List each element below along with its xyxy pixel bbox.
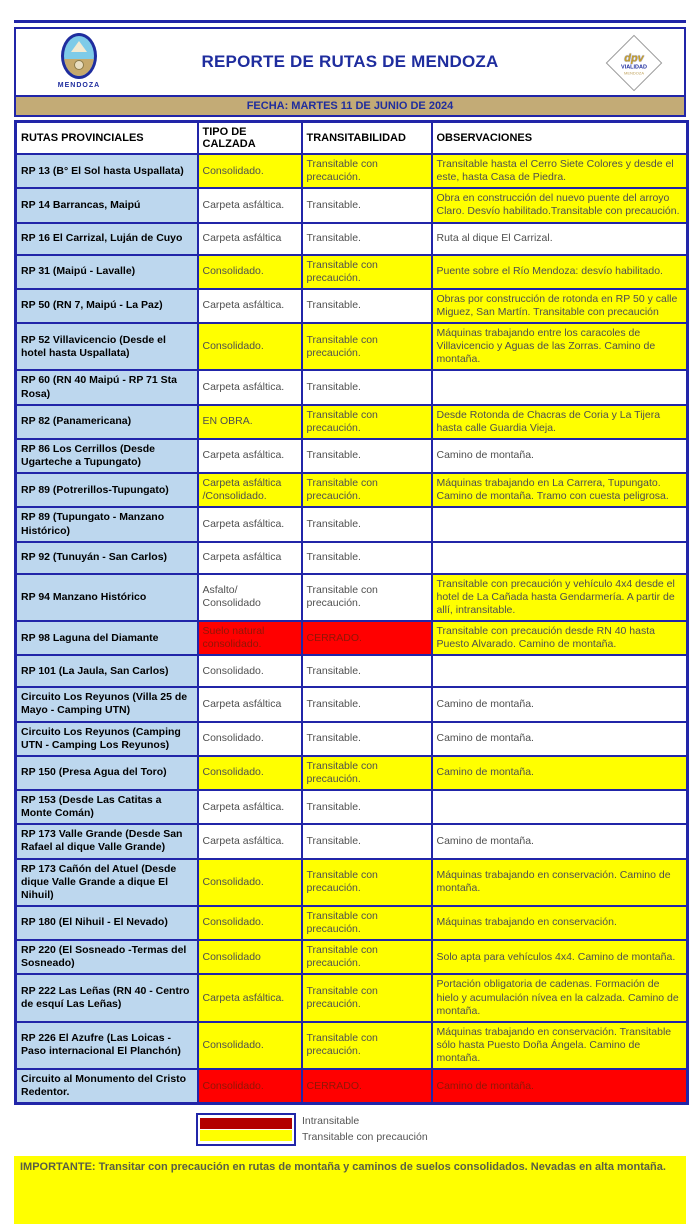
route-cell: RP 173 Cañón del Atuel (Desde dique Valle Grande a dique El Nihuil): [16, 859, 198, 906]
status-cell: Transitable con precaución.: [302, 323, 432, 370]
surface-cell: Consolidado.: [198, 1022, 302, 1069]
route-cell: Circuito Los Reyunos (Camping UTN - Camping Los Reyunos): [16, 722, 198, 756]
observations-cell: Camino de montaña.: [432, 687, 688, 721]
status-cell: Transitable con precaución.: [302, 405, 432, 439]
route-cell: RP 180 (El Nihuil - El Nevado): [16, 906, 198, 940]
table-row: [16, 323, 688, 370]
route-cell: RP 82 (Panamericana): [16, 405, 198, 439]
legend-swatch-box: [196, 1113, 296, 1146]
surface-cell: Suelo natural consolidado.: [198, 621, 302, 655]
observations-cell: Camino de montaña.: [432, 722, 688, 756]
observations-cell: Máquinas trabajando en conservación. Camino de montaña.: [432, 859, 688, 906]
table-row: [16, 906, 688, 940]
status-cell: Transitable con precaución.: [302, 974, 432, 1021]
surface-cell: Carpeta asfáltica /Consolidado.: [198, 473, 302, 507]
status-cell: Transitable.: [302, 439, 432, 473]
status-cell: Transitable con precaución.: [302, 940, 432, 974]
observations-cell: [432, 542, 688, 574]
route-cell: RP 31 (Maipú - Lavalle): [16, 255, 198, 289]
observations-cell: Camino de montaña.: [432, 439, 688, 473]
vialidad-logo: [606, 39, 662, 89]
surface-cell: Consolidado.: [198, 255, 302, 289]
table-row: [16, 722, 688, 756]
observations-cell: Obras por construcción de rotonda en RP 50 y calle Miguez, San Martín. Transitable con precaución: [432, 289, 688, 323]
status-cell: Transitable.: [302, 687, 432, 721]
surface-cell: Consolidado: [198, 940, 302, 974]
mendoza-logo-caption: MENDOZA: [57, 82, 101, 89]
observations-cell: Solo apta para vehículos 4x4. Camino de montaña.: [432, 940, 688, 974]
status-cell: Transitable con precaución.: [302, 255, 432, 289]
vialidad-label: VIALIDAD: [621, 63, 647, 70]
surface-cell: Carpeta asfáltica.: [198, 370, 302, 404]
mendoza-shield-icon: [61, 33, 97, 79]
table-row: [16, 574, 688, 621]
observations-cell: Máquinas trabajando entre los caracoles de Villavicencio y Aguas de las Zorras. Camino de montaña.: [432, 323, 688, 370]
route-cell: RP 50 (RN 7, Maipú - La Paz): [16, 289, 198, 323]
table-row: [16, 542, 688, 574]
status-cell: Transitable.: [302, 507, 432, 541]
legend-labels: [302, 1113, 428, 1146]
observations-cell: Transitable hasta el Cerro Siete Colores y desde el este, hasta Casa de Piedra.: [432, 154, 688, 188]
status-cell: Transitable con precaución.: [302, 756, 432, 790]
observations-cell: Transitable con precaución y vehículo 4x4 desde el hotel de La Cañada hasta Gendarmería. A partir de allí, intransitable.: [432, 574, 688, 621]
route-cell: RP 220 (El Sosneado -Termas del Sosneado): [16, 940, 198, 974]
table-row: [16, 507, 688, 541]
table-row: [16, 655, 688, 687]
route-cell: RP 89 (Tupungato - Manzano Histórico): [16, 507, 198, 541]
routes-table-body: [16, 154, 688, 1104]
status-cell: CERRADO.: [302, 1069, 432, 1104]
surface-cell: Carpeta asfáltica.: [198, 790, 302, 824]
observations-cell: Transitable con precaución desde RN 40 hasta Puesto Alvarado. Camino de montaña.: [432, 621, 688, 655]
observations-cell: [432, 507, 688, 541]
surface-cell: Consolidado.: [198, 323, 302, 370]
surface-cell: Asfalto/ Consolidado: [198, 574, 302, 621]
date-bar: FECHA: MARTES 11 DE JUNIO DE 2024: [14, 97, 686, 117]
table-row: [16, 824, 688, 858]
vialidad-diamond-icon: [606, 35, 663, 92]
vialidad-sublabel: MENDOZA: [624, 70, 644, 76]
table-row: [16, 1069, 688, 1104]
observations-cell: [432, 655, 688, 687]
observations-cell: Desde Rotonda de Chacras de Coria y La Tijera hasta calle Guardia Vieja.: [432, 405, 688, 439]
route-cell: RP 173 Valle Grande (Desde San Rafael al dique Valle Grande): [16, 824, 198, 858]
status-cell: Transitable.: [302, 223, 432, 255]
surface-cell: Carpeta asfáltica.: [198, 439, 302, 473]
surface-cell: Carpeta asfáltica.: [198, 507, 302, 541]
table-row: [16, 289, 688, 323]
dpv-monogram: dpv: [624, 51, 644, 64]
table-row: [16, 473, 688, 507]
column-header-calzada: TIPO DE CALZADA: [198, 122, 302, 155]
observations-cell: [432, 790, 688, 824]
table-row: [16, 687, 688, 721]
surface-cell: EN OBRA.: [198, 405, 302, 439]
observations-cell: [432, 370, 688, 404]
page-title: REPORTE DE RUTAS DE MENDOZA: [201, 52, 499, 71]
observations-cell: Ruta al dique El Carrizal.: [432, 223, 688, 255]
table-row: [16, 940, 688, 974]
surface-cell: Consolidado.: [198, 722, 302, 756]
legend-label-intransitable: Intransitable: [302, 1115, 360, 1128]
surface-cell: Carpeta asfáltica.: [198, 188, 302, 222]
observations-cell: Camino de montaña.: [432, 1069, 688, 1104]
route-cell: RP 14 Barrancas, Maipú: [16, 188, 198, 222]
intransitable-swatch: [200, 1118, 292, 1129]
status-cell: Transitable con precaución.: [302, 906, 432, 940]
observations-cell: Camino de montaña.: [432, 756, 688, 790]
route-cell: RP 150 (Presa Agua del Toro): [16, 756, 198, 790]
observations-cell: Portación obligatoria de cadenas. Formación de hielo y acumulación nívea en la calzada. Camino de montaña.: [432, 974, 688, 1021]
observations-cell: Máquinas trabajando en conservación. Transitable sólo hasta Puesto Doña Ángela. Camino de montaña.: [432, 1022, 688, 1069]
surface-cell: Carpeta asfáltica.: [198, 974, 302, 1021]
status-cell: Transitable.: [302, 542, 432, 574]
top-rule: [14, 20, 686, 23]
status-cell: Transitable con precaución.: [302, 574, 432, 621]
route-cell: RP 16 El Carrizal, Luján de Cuyo: [16, 223, 198, 255]
observations-cell: Camino de montaña.: [432, 824, 688, 858]
surface-cell: Carpeta asfáltica: [198, 542, 302, 574]
status-cell: Transitable.: [302, 370, 432, 404]
surface-cell: Carpeta asfáltica: [198, 223, 302, 255]
surface-cell: Consolidado.: [198, 756, 302, 790]
surface-cell: Consolidado.: [198, 906, 302, 940]
table-row: [16, 621, 688, 655]
legend: [14, 1113, 686, 1146]
route-cell: RP 101 (La Jaula, San Carlos): [16, 655, 198, 687]
column-header-transitabilidad: TRANSITABILIDAD: [302, 122, 432, 155]
table-row: [16, 974, 688, 1021]
table-row: [16, 859, 688, 906]
status-cell: Transitable.: [302, 722, 432, 756]
table-row: [16, 1022, 688, 1069]
surface-cell: Carpeta asfáltica: [198, 687, 302, 721]
route-cell: RP 153 (Desde Las Catitas a Monte Comán): [16, 790, 198, 824]
routes-table: [14, 120, 689, 1105]
status-cell: Transitable.: [302, 188, 432, 222]
route-cell: RP 89 (Potrerillos-Tupungato): [16, 473, 198, 507]
surface-cell: Consolidado.: [198, 859, 302, 906]
surface-cell: Consolidado.: [198, 154, 302, 188]
surface-cell: Carpeta asfáltica.: [198, 289, 302, 323]
status-cell: Transitable.: [302, 824, 432, 858]
route-cell: RP 98 Laguna del Diamante: [16, 621, 198, 655]
report-header: [14, 27, 686, 97]
table-row: [16, 255, 688, 289]
observations-cell: Máquinas trabajando en conservación.: [432, 906, 688, 940]
status-cell: Transitable.: [302, 655, 432, 687]
status-cell: Transitable con precaución.: [302, 859, 432, 906]
observations-cell: Máquinas trabajando en La Carrera, Tupungato. Camino de montaña. Tramo con cuesta peligrosa.: [432, 473, 688, 507]
surface-cell: Consolidado.: [198, 1069, 302, 1104]
table-row: [16, 188, 688, 222]
table-row: [16, 370, 688, 404]
table-header-row: [16, 122, 688, 155]
status-cell: Transitable.: [302, 790, 432, 824]
route-cell: Circuito al Monumento del Cristo Redentor.: [16, 1069, 198, 1104]
status-cell: Transitable con precaución.: [302, 473, 432, 507]
column-header-rutas: RUTAS PROVINCIALES: [16, 122, 198, 155]
mendoza-logo: [44, 33, 114, 89]
legend-label-caution: Transitable con precaución: [302, 1130, 428, 1143]
table-row: [16, 405, 688, 439]
table-row: [16, 756, 688, 790]
table-row: [16, 439, 688, 473]
route-cell: RP 86 Los Cerrillos (Desde Ugarteche a Tupungato): [16, 439, 198, 473]
important-notice: IMPORTANTE: Transitar con precaución en rutas de montaña y caminos de suelos consolidados. Nevadas en alta montaña.: [14, 1156, 686, 1224]
route-cell: RP 52 Villavicencio (Desde el hotel hasta Uspallata): [16, 323, 198, 370]
surface-cell: Carpeta asfáltica.: [198, 824, 302, 858]
status-cell: Transitable con precaución.: [302, 1022, 432, 1069]
route-cell: RP 94 Manzano Histórico: [16, 574, 198, 621]
status-cell: Transitable con precaución.: [302, 154, 432, 188]
observations-cell: Puente sobre el Río Mendoza: desvío habilitado.: [432, 255, 688, 289]
table-row: [16, 154, 688, 188]
table-row: [16, 790, 688, 824]
route-cell: RP 222 Las Leñas (RN 40 - Centro de esquí Las Leñas): [16, 974, 198, 1021]
route-cell: RP 226 El Azufre (Las Loicas - Paso internacional El Planchón): [16, 1022, 198, 1069]
status-cell: CERRADO.: [302, 621, 432, 655]
surface-cell: Consolidado.: [198, 655, 302, 687]
column-header-observaciones: OBSERVACIONES: [432, 122, 688, 155]
caution-swatch: [200, 1130, 292, 1141]
route-cell: RP 92 (Tunuyán - San Carlos): [16, 542, 198, 574]
table-row: [16, 223, 688, 255]
route-cell: RP 60 (RN 40 Maipú - RP 71 Sta Rosa): [16, 370, 198, 404]
status-cell: Transitable.: [302, 289, 432, 323]
route-cell: Circuito Los Reyunos (Villa 25 de Mayo - Camping UTN): [16, 687, 198, 721]
route-cell: RP 13 (B° El Sol hasta Uspallata): [16, 154, 198, 188]
observations-cell: Obra en construcción del nuevo puente del arroyo Claro. Desvío habilitado.Transitable con precaución.: [432, 188, 688, 222]
